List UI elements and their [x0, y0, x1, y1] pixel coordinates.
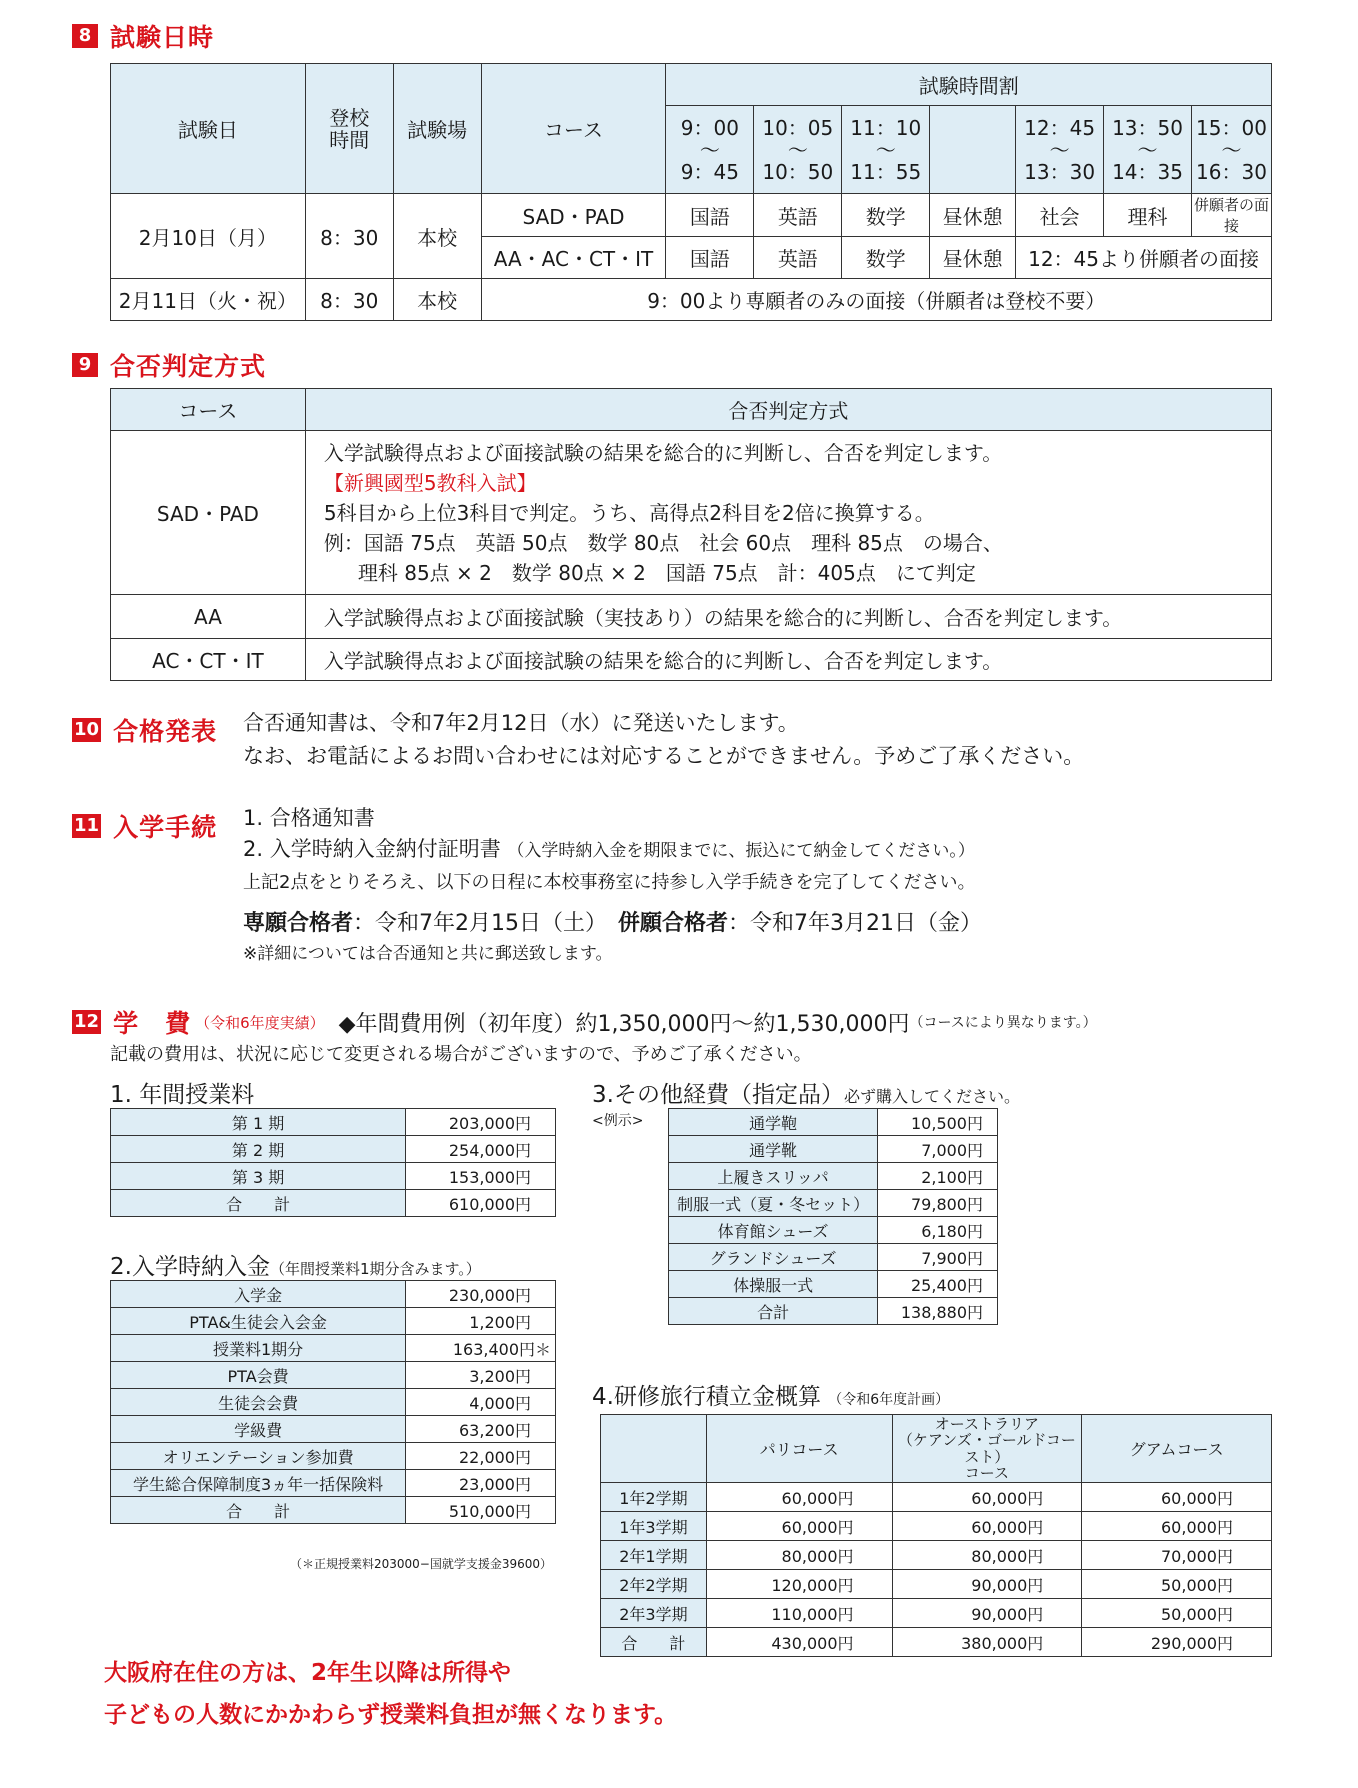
other-expenses-table — [668, 1108, 998, 1325]
table-row: 体育館シューズ 6,180円 — [669, 1217, 998, 1244]
table-row: 合計 138,880円 — [669, 1298, 998, 1325]
header-method: 合否判定方式 — [305, 389, 1271, 431]
section-title: 合格発表 — [113, 717, 218, 746]
trip-fund-title: 4.研修旅行積立金概算 （令和6年度計画） — [592, 1384, 950, 1410]
header-course: コース — [111, 389, 306, 431]
section-title: 合否判定方式 — [110, 352, 267, 381]
course-aa-ac-ct-it: AA・AC・CT・IT — [481, 237, 666, 279]
trip-fund-table — [600, 1414, 1272, 1657]
table-row: 入学金 230,000円 — [111, 1281, 556, 1308]
table-row: 学生総合保障制度3ヵ年一括保険料 23,000円 — [111, 1470, 556, 1497]
header-paris: パリコース — [706, 1415, 892, 1483]
table-row: 合 計 610,000円 — [111, 1190, 556, 1217]
announcement-text: 合否通知書は、令和7年2月12日（水）に発送いたします。 なお、お電話によるお問い合わせには対応することができません。予めご了承ください。 — [243, 711, 1085, 768]
admission-footnote: （＊正規授業料203000−国就学支援金39600） — [290, 1557, 553, 1571]
section-8-heading — [72, 18, 214, 54]
admission-fee-title: 2.入学時納入金（年間授業料1期分含みます。） — [110, 1254, 481, 1280]
criteria-text: 入学試験得点および面接試験の結果を総合的に判断し、合否を判定します。 【新興國型5教科入試】 5科目から上位3科目で判定。うち、高得点2科目を2倍に換算する。 例：国語 75点 英語 50点 数学 80点 社会 60点 理科 85点 の場合、 理科 85点 × 2 数学 80点 × 2 国語 75点 計：405点 にて判定 — [305, 431, 1271, 595]
header-australia: オーストラリア （ケアンズ・ゴールドコースト） コース — [892, 1415, 1082, 1483]
table-row: 上履きスリッパ 2,100円 — [669, 1163, 998, 1190]
table-row: 2年1学期 80,000円 80,000円 70,000円 — [601, 1541, 1272, 1570]
cell: 社会 — [1016, 194, 1104, 237]
exam-schedule-table — [110, 63, 1272, 321]
section-10-heading — [72, 712, 217, 748]
table-row: オリエンテーション参加費 22,000円 — [111, 1443, 556, 1470]
slot-1: 9：00 ～ 9：45 — [666, 106, 754, 194]
section-title: 入学手続 — [113, 813, 218, 842]
table-row: 第 3 期 153,000円 — [111, 1163, 556, 1190]
tuition-table — [110, 1108, 556, 1217]
row1-venue: 本校 — [393, 194, 481, 279]
table-row: PTA&生徒会入会金 1,200円 — [111, 1308, 556, 1335]
table-row: 合 計 510,000円 — [111, 1497, 556, 1524]
annual-cost-summary: ◆年間費用例（初年度）約1,350,000円～約1,530,000円 — [338, 1011, 910, 1037]
row2-date: 2月11日（火・祝） — [111, 279, 306, 321]
header-guam: グアムコース — [1082, 1415, 1272, 1483]
header-arrival-time: 登校 時間 — [305, 64, 393, 194]
section-number: 9 — [72, 353, 98, 377]
table-row: 通学鞄 10,500円 — [669, 1109, 998, 1136]
table-row: 授業料1期分 163,400円＊ — [111, 1335, 556, 1362]
cell: 英語 — [754, 237, 842, 279]
table-row: 学級費 63,200円 — [111, 1416, 556, 1443]
section-12-heading — [72, 1004, 1097, 1040]
cell: 英語 — [754, 194, 842, 237]
table-row: 制服一式（夏・冬セット） 79,800円 — [669, 1190, 998, 1217]
cell: 昼休憩 — [930, 237, 1016, 279]
section-title-note: （令和6年度実績） — [195, 1013, 325, 1032]
cell-merged: 12：45より併願者の面接 — [1016, 237, 1272, 279]
section-9-heading — [72, 347, 266, 383]
row2-time: 8：30 — [305, 279, 393, 321]
row1-time: 8：30 — [305, 194, 393, 279]
header-exam-date: 試験日 — [111, 64, 306, 194]
slot-5: 12：45 ～ 13：30 — [1016, 106, 1104, 194]
enrollment-text: 1. 合格通知書 2. 入学時納入金納付証明書 （入学時納入金を期限までに、振込にて納金してください。） 上記2点をとりそろえ、以下の日程に本校事務室に持参し入学手続きを完了してください。 専願合格者：令和7年2月15日（土） 併願合格者：令和7年3月21日（金） ※詳細については合否通知と共に郵送致します。 — [243, 806, 983, 964]
example-label: <例示> — [592, 1113, 644, 1129]
cell: 昼休憩 — [930, 194, 1016, 237]
table-row: グランドシューズ 7,900円 — [669, 1244, 998, 1271]
slot-7: 15：00 ～ 16：30 — [1192, 106, 1272, 194]
row2-venue: 本校 — [393, 279, 481, 321]
header-course: コース — [481, 64, 666, 194]
empty-header — [601, 1415, 707, 1483]
table-row: 第 2 期 254,000円 — [111, 1136, 556, 1163]
table-row: 合 計 430,000円 380,000円 290,000円 — [601, 1628, 1272, 1657]
fees-intro: 記載の費用は、状況に応じて変更される場合がございますので、予めご了承ください。 — [110, 1044, 812, 1065]
tuition-title: 1. 年間授業料 — [110, 1082, 255, 1108]
slot-2: 10：05 ～ 10：50 — [754, 106, 842, 194]
cell: 併願者の面接 — [1192, 194, 1272, 237]
criteria-course: AA — [111, 595, 306, 639]
section-number: 12 — [74, 1011, 100, 1032]
row2-note: 9：00より専願者のみの面接（併願者は登校不要） — [481, 279, 1271, 321]
table-row: 1年2学期 60,000円 60,000円 60,000円 — [601, 1483, 1272, 1512]
section-11-heading — [72, 808, 217, 844]
cell: 国語 — [666, 194, 754, 237]
row1-date: 2月10日（月） — [111, 194, 306, 279]
section-title: 学 費 — [113, 1009, 192, 1038]
cell: 数学 — [842, 194, 930, 237]
table-row: 体操服一式 25,400円 — [669, 1271, 998, 1298]
section-number: 10 — [74, 719, 100, 740]
pass-criteria-table — [110, 388, 1272, 681]
cell: 数学 — [842, 237, 930, 279]
section-number: 11 — [74, 815, 100, 836]
other-expenses-title: 3.その他経費（指定品）必ず購入してください。 — [592, 1082, 1020, 1108]
header-timetable: 試験時間割 — [666, 64, 1272, 106]
table-row: 2年2学期 120,000円 90,000円 50,000円 — [601, 1570, 1272, 1599]
table-row: PTA会費 3,200円 — [111, 1362, 556, 1389]
cell: 理科 — [1104, 194, 1192, 237]
table-row: 第 1 期 203,000円 — [111, 1109, 556, 1136]
criteria-text: 入学試験得点および面接試験（実技あり）の結果を総合的に判断し、合否を判定します。 — [305, 595, 1271, 639]
section-title: 試験日時 — [110, 23, 215, 52]
slot-4 — [930, 106, 1016, 194]
criteria-course: AC・CT・IT — [111, 639, 306, 681]
table-row: 1年3学期 60,000円 60,000円 60,000円 — [601, 1512, 1272, 1541]
annual-cost-note: （コースにより異なります。） — [909, 1015, 1097, 1031]
criteria-course: SAD・PAD — [111, 431, 306, 595]
header-venue: 試験場 — [393, 64, 481, 194]
table-row: 2年3学期 110,000円 90,000円 50,000円 — [601, 1599, 1272, 1628]
slot-6: 13：50 ～ 14：35 — [1104, 106, 1192, 194]
course-sad-pad: SAD・PAD — [481, 194, 666, 237]
osaka-notice: 大阪府在住の方は、2年生以降は所得や 子どもの人数にかかわらず授業料負担が無くなります。 — [104, 1660, 678, 1728]
table-row: 生徒会会費 4,000円 — [111, 1389, 556, 1416]
admission-fee-table — [110, 1280, 556, 1524]
cell: 国語 — [666, 237, 754, 279]
table-row: 通学靴 7,000円 — [669, 1136, 998, 1163]
criteria-text: 入学試験得点および面接試験の結果を総合的に判断し、合否を判定します。 — [305, 639, 1271, 681]
slot-3: 11：10 ～ 11：55 — [842, 106, 930, 194]
section-number: 8 — [72, 24, 98, 48]
